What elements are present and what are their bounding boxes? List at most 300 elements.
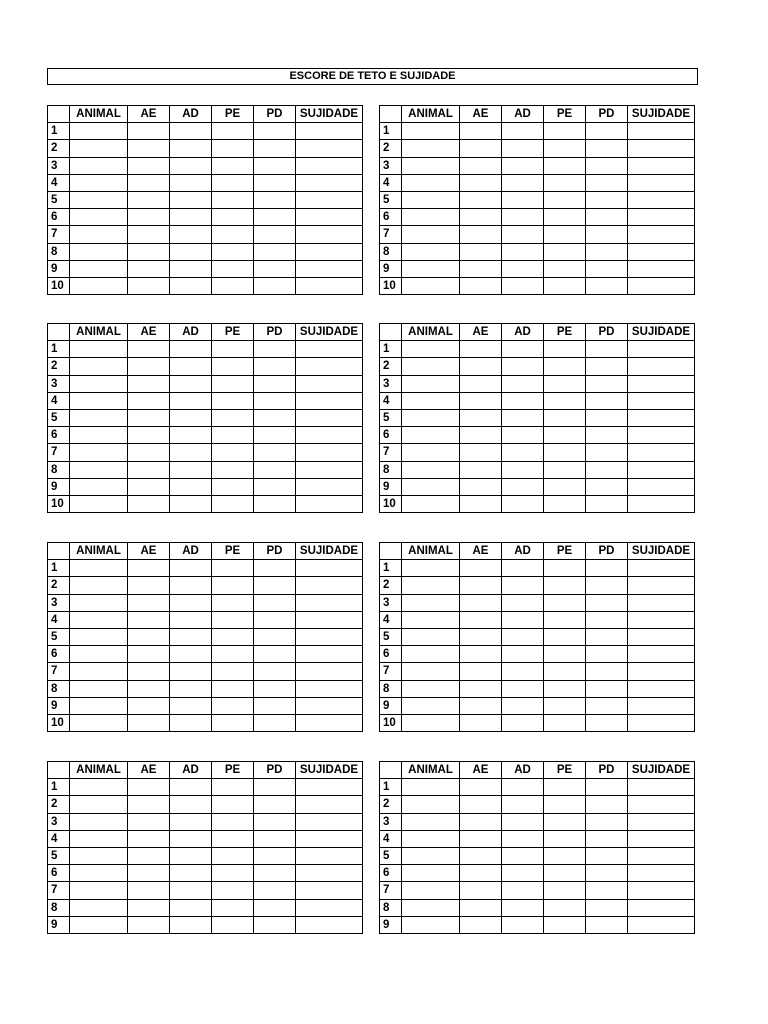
entry-cell[interactable] bbox=[254, 882, 296, 899]
entry-cell[interactable] bbox=[628, 697, 695, 714]
entry-cell[interactable] bbox=[296, 560, 363, 577]
entry-cell[interactable] bbox=[128, 226, 170, 243]
entry-cell[interactable] bbox=[128, 882, 170, 899]
entry-cell[interactable] bbox=[502, 779, 544, 796]
entry-cell[interactable] bbox=[402, 392, 460, 409]
entry-cell[interactable] bbox=[460, 663, 502, 680]
entry-cell[interactable] bbox=[170, 577, 212, 594]
entry-cell[interactable] bbox=[296, 847, 363, 864]
entry-cell[interactable] bbox=[628, 174, 695, 191]
entry-cell[interactable] bbox=[296, 663, 363, 680]
entry-cell[interactable] bbox=[628, 123, 695, 140]
entry-cell[interactable] bbox=[254, 796, 296, 813]
entry-cell[interactable] bbox=[402, 444, 460, 461]
entry-cell[interactable] bbox=[296, 594, 363, 611]
entry-cell[interactable] bbox=[502, 243, 544, 260]
entry-cell[interactable] bbox=[544, 830, 586, 847]
entry-cell[interactable] bbox=[254, 865, 296, 882]
entry-cell[interactable] bbox=[170, 916, 212, 933]
entry-cell[interactable] bbox=[544, 444, 586, 461]
entry-cell[interactable] bbox=[460, 226, 502, 243]
entry-cell[interactable] bbox=[586, 916, 628, 933]
entry-cell[interactable] bbox=[586, 174, 628, 191]
entry-cell[interactable] bbox=[170, 560, 212, 577]
entry-cell[interactable] bbox=[170, 882, 212, 899]
entry-cell[interactable] bbox=[128, 191, 170, 208]
entry-cell[interactable] bbox=[296, 714, 363, 731]
entry-cell[interactable] bbox=[128, 123, 170, 140]
entry-cell[interactable] bbox=[502, 680, 544, 697]
entry-cell[interactable] bbox=[254, 341, 296, 358]
entry-cell[interactable] bbox=[628, 796, 695, 813]
entry-cell[interactable] bbox=[544, 174, 586, 191]
entry-cell[interactable] bbox=[502, 611, 544, 628]
entry-cell[interactable] bbox=[402, 157, 460, 174]
entry-cell[interactable] bbox=[70, 427, 128, 444]
entry-cell[interactable] bbox=[70, 594, 128, 611]
entry-cell[interactable] bbox=[544, 157, 586, 174]
entry-cell[interactable] bbox=[296, 409, 363, 426]
entry-cell[interactable] bbox=[128, 577, 170, 594]
entry-cell[interactable] bbox=[296, 427, 363, 444]
entry-cell[interactable] bbox=[170, 663, 212, 680]
entry-cell[interactable] bbox=[212, 611, 254, 628]
entry-cell[interactable] bbox=[128, 444, 170, 461]
entry-cell[interactable] bbox=[460, 243, 502, 260]
entry-cell[interactable] bbox=[212, 226, 254, 243]
entry-cell[interactable] bbox=[170, 461, 212, 478]
entry-cell[interactable] bbox=[212, 779, 254, 796]
entry-cell[interactable] bbox=[628, 157, 695, 174]
entry-cell[interactable] bbox=[502, 847, 544, 864]
entry-cell[interactable] bbox=[586, 646, 628, 663]
entry-cell[interactable] bbox=[460, 697, 502, 714]
entry-cell[interactable] bbox=[70, 209, 128, 226]
entry-cell[interactable] bbox=[170, 209, 212, 226]
entry-cell[interactable] bbox=[628, 478, 695, 495]
entry-cell[interactable] bbox=[544, 277, 586, 294]
entry-cell[interactable] bbox=[254, 495, 296, 512]
entry-cell[interactable] bbox=[128, 461, 170, 478]
entry-cell[interactable] bbox=[502, 830, 544, 847]
entry-cell[interactable] bbox=[544, 409, 586, 426]
entry-cell[interactable] bbox=[544, 680, 586, 697]
entry-cell[interactable] bbox=[254, 916, 296, 933]
entry-cell[interactable] bbox=[460, 916, 502, 933]
entry-cell[interactable] bbox=[170, 341, 212, 358]
entry-cell[interactable] bbox=[460, 865, 502, 882]
entry-cell[interactable] bbox=[402, 243, 460, 260]
entry-cell[interactable] bbox=[170, 865, 212, 882]
entry-cell[interactable] bbox=[460, 628, 502, 645]
entry-cell[interactable] bbox=[402, 409, 460, 426]
entry-cell[interactable] bbox=[544, 628, 586, 645]
entry-cell[interactable] bbox=[544, 495, 586, 512]
entry-cell[interactable] bbox=[70, 392, 128, 409]
entry-cell[interactable] bbox=[296, 899, 363, 916]
entry-cell[interactable] bbox=[70, 358, 128, 375]
entry-cell[interactable] bbox=[502, 392, 544, 409]
entry-cell[interactable] bbox=[128, 478, 170, 495]
entry-cell[interactable] bbox=[628, 663, 695, 680]
entry-cell[interactable] bbox=[296, 628, 363, 645]
entry-cell[interactable] bbox=[170, 830, 212, 847]
entry-cell[interactable] bbox=[128, 830, 170, 847]
entry-cell[interactable] bbox=[402, 226, 460, 243]
entry-cell[interactable] bbox=[70, 174, 128, 191]
entry-cell[interactable] bbox=[586, 680, 628, 697]
entry-cell[interactable] bbox=[402, 865, 460, 882]
entry-cell[interactable] bbox=[70, 123, 128, 140]
entry-cell[interactable] bbox=[254, 243, 296, 260]
entry-cell[interactable] bbox=[586, 865, 628, 882]
entry-cell[interactable] bbox=[502, 341, 544, 358]
entry-cell[interactable] bbox=[128, 628, 170, 645]
entry-cell[interactable] bbox=[254, 260, 296, 277]
entry-cell[interactable] bbox=[402, 427, 460, 444]
entry-cell[interactable] bbox=[544, 140, 586, 157]
entry-cell[interactable] bbox=[460, 611, 502, 628]
entry-cell[interactable] bbox=[170, 680, 212, 697]
entry-cell[interactable] bbox=[212, 277, 254, 294]
entry-cell[interactable] bbox=[586, 375, 628, 392]
entry-cell[interactable] bbox=[128, 646, 170, 663]
entry-cell[interactable] bbox=[502, 209, 544, 226]
entry-cell[interactable] bbox=[128, 560, 170, 577]
entry-cell[interactable] bbox=[544, 594, 586, 611]
entry-cell[interactable] bbox=[628, 714, 695, 731]
entry-cell[interactable] bbox=[212, 865, 254, 882]
entry-cell[interactable] bbox=[402, 461, 460, 478]
entry-cell[interactable] bbox=[402, 594, 460, 611]
entry-cell[interactable] bbox=[170, 899, 212, 916]
entry-cell[interactable] bbox=[170, 140, 212, 157]
entry-cell[interactable] bbox=[460, 174, 502, 191]
entry-cell[interactable] bbox=[254, 646, 296, 663]
entry-cell[interactable] bbox=[402, 646, 460, 663]
entry-cell[interactable] bbox=[460, 847, 502, 864]
entry-cell[interactable] bbox=[212, 899, 254, 916]
entry-cell[interactable] bbox=[544, 697, 586, 714]
entry-cell[interactable] bbox=[502, 697, 544, 714]
entry-cell[interactable] bbox=[212, 560, 254, 577]
entry-cell[interactable] bbox=[70, 577, 128, 594]
entry-cell[interactable] bbox=[628, 916, 695, 933]
entry-cell[interactable] bbox=[254, 461, 296, 478]
entry-cell[interactable] bbox=[460, 461, 502, 478]
entry-cell[interactable] bbox=[586, 478, 628, 495]
entry-cell[interactable] bbox=[254, 697, 296, 714]
entry-cell[interactable] bbox=[212, 916, 254, 933]
entry-cell[interactable] bbox=[128, 813, 170, 830]
entry-cell[interactable] bbox=[70, 882, 128, 899]
entry-cell[interactable] bbox=[460, 277, 502, 294]
entry-cell[interactable] bbox=[170, 478, 212, 495]
entry-cell[interactable] bbox=[586, 243, 628, 260]
entry-cell[interactable] bbox=[296, 444, 363, 461]
entry-cell[interactable] bbox=[70, 916, 128, 933]
entry-cell[interactable] bbox=[296, 830, 363, 847]
entry-cell[interactable] bbox=[296, 123, 363, 140]
entry-cell[interactable] bbox=[296, 646, 363, 663]
entry-cell[interactable] bbox=[212, 209, 254, 226]
entry-cell[interactable] bbox=[212, 123, 254, 140]
entry-cell[interactable] bbox=[586, 628, 628, 645]
entry-cell[interactable] bbox=[460, 341, 502, 358]
entry-cell[interactable] bbox=[170, 174, 212, 191]
entry-cell[interactable] bbox=[586, 226, 628, 243]
entry-cell[interactable] bbox=[544, 209, 586, 226]
entry-cell[interactable] bbox=[254, 140, 296, 157]
entry-cell[interactable] bbox=[586, 461, 628, 478]
entry-cell[interactable] bbox=[502, 594, 544, 611]
entry-cell[interactable] bbox=[544, 796, 586, 813]
entry-cell[interactable] bbox=[460, 577, 502, 594]
entry-cell[interactable] bbox=[170, 714, 212, 731]
entry-cell[interactable] bbox=[70, 260, 128, 277]
entry-cell[interactable] bbox=[460, 409, 502, 426]
entry-cell[interactable] bbox=[586, 157, 628, 174]
entry-cell[interactable] bbox=[254, 277, 296, 294]
entry-cell[interactable] bbox=[586, 663, 628, 680]
entry-cell[interactable] bbox=[586, 847, 628, 864]
entry-cell[interactable] bbox=[402, 916, 460, 933]
entry-cell[interactable] bbox=[586, 495, 628, 512]
entry-cell[interactable] bbox=[70, 899, 128, 916]
entry-cell[interactable] bbox=[212, 577, 254, 594]
entry-cell[interactable] bbox=[544, 260, 586, 277]
entry-cell[interactable] bbox=[128, 409, 170, 426]
entry-cell[interactable] bbox=[628, 260, 695, 277]
entry-cell[interactable] bbox=[254, 663, 296, 680]
entry-cell[interactable] bbox=[460, 478, 502, 495]
entry-cell[interactable] bbox=[70, 865, 128, 882]
entry-cell[interactable] bbox=[628, 191, 695, 208]
entry-cell[interactable] bbox=[212, 594, 254, 611]
entry-cell[interactable] bbox=[128, 779, 170, 796]
entry-cell[interactable] bbox=[70, 697, 128, 714]
entry-cell[interactable] bbox=[70, 277, 128, 294]
entry-cell[interactable] bbox=[212, 375, 254, 392]
entry-cell[interactable] bbox=[502, 813, 544, 830]
entry-cell[interactable] bbox=[70, 847, 128, 864]
entry-cell[interactable] bbox=[402, 478, 460, 495]
entry-cell[interactable] bbox=[628, 358, 695, 375]
entry-cell[interactable] bbox=[254, 427, 296, 444]
entry-cell[interactable] bbox=[254, 478, 296, 495]
entry-cell[interactable] bbox=[254, 714, 296, 731]
entry-cell[interactable] bbox=[460, 796, 502, 813]
entry-cell[interactable] bbox=[212, 191, 254, 208]
entry-cell[interactable] bbox=[402, 375, 460, 392]
entry-cell[interactable] bbox=[70, 191, 128, 208]
entry-cell[interactable] bbox=[212, 243, 254, 260]
entry-cell[interactable] bbox=[502, 277, 544, 294]
entry-cell[interactable] bbox=[170, 260, 212, 277]
entry-cell[interactable] bbox=[296, 277, 363, 294]
entry-cell[interactable] bbox=[70, 444, 128, 461]
entry-cell[interactable] bbox=[402, 899, 460, 916]
entry-cell[interactable] bbox=[460, 427, 502, 444]
entry-cell[interactable] bbox=[296, 796, 363, 813]
entry-cell[interactable] bbox=[170, 409, 212, 426]
entry-cell[interactable] bbox=[402, 628, 460, 645]
entry-cell[interactable] bbox=[586, 577, 628, 594]
entry-cell[interactable] bbox=[586, 358, 628, 375]
entry-cell[interactable] bbox=[502, 427, 544, 444]
entry-cell[interactable] bbox=[296, 392, 363, 409]
entry-cell[interactable] bbox=[586, 899, 628, 916]
entry-cell[interactable] bbox=[70, 813, 128, 830]
entry-cell[interactable] bbox=[628, 865, 695, 882]
entry-cell[interactable] bbox=[460, 358, 502, 375]
entry-cell[interactable] bbox=[254, 226, 296, 243]
entry-cell[interactable] bbox=[402, 663, 460, 680]
entry-cell[interactable] bbox=[402, 680, 460, 697]
entry-cell[interactable] bbox=[70, 714, 128, 731]
entry-cell[interactable] bbox=[70, 680, 128, 697]
entry-cell[interactable] bbox=[170, 392, 212, 409]
entry-cell[interactable] bbox=[170, 427, 212, 444]
entry-cell[interactable] bbox=[460, 830, 502, 847]
entry-cell[interactable] bbox=[628, 341, 695, 358]
entry-cell[interactable] bbox=[586, 409, 628, 426]
entry-cell[interactable] bbox=[402, 560, 460, 577]
entry-cell[interactable] bbox=[212, 495, 254, 512]
entry-cell[interactable] bbox=[586, 191, 628, 208]
entry-cell[interactable] bbox=[586, 594, 628, 611]
entry-cell[interactable] bbox=[170, 646, 212, 663]
entry-cell[interactable] bbox=[502, 577, 544, 594]
entry-cell[interactable] bbox=[586, 277, 628, 294]
entry-cell[interactable] bbox=[586, 611, 628, 628]
entry-cell[interactable] bbox=[170, 813, 212, 830]
entry-cell[interactable] bbox=[586, 830, 628, 847]
entry-cell[interactable] bbox=[254, 209, 296, 226]
entry-cell[interactable] bbox=[460, 813, 502, 830]
entry-cell[interactable] bbox=[544, 243, 586, 260]
entry-cell[interactable] bbox=[402, 358, 460, 375]
entry-cell[interactable] bbox=[296, 140, 363, 157]
entry-cell[interactable] bbox=[254, 611, 296, 628]
entry-cell[interactable] bbox=[170, 277, 212, 294]
entry-cell[interactable] bbox=[586, 427, 628, 444]
entry-cell[interactable] bbox=[212, 140, 254, 157]
entry-cell[interactable] bbox=[128, 796, 170, 813]
entry-cell[interactable] bbox=[170, 375, 212, 392]
entry-cell[interactable] bbox=[296, 375, 363, 392]
entry-cell[interactable] bbox=[296, 157, 363, 174]
entry-cell[interactable] bbox=[212, 478, 254, 495]
entry-cell[interactable] bbox=[628, 140, 695, 157]
entry-cell[interactable] bbox=[628, 628, 695, 645]
entry-cell[interactable] bbox=[128, 140, 170, 157]
entry-cell[interactable] bbox=[502, 882, 544, 899]
entry-cell[interactable] bbox=[402, 714, 460, 731]
entry-cell[interactable] bbox=[460, 260, 502, 277]
entry-cell[interactable] bbox=[586, 140, 628, 157]
entry-cell[interactable] bbox=[296, 358, 363, 375]
entry-cell[interactable] bbox=[170, 123, 212, 140]
entry-cell[interactable] bbox=[460, 191, 502, 208]
entry-cell[interactable] bbox=[586, 560, 628, 577]
entry-cell[interactable] bbox=[128, 375, 170, 392]
entry-cell[interactable] bbox=[402, 697, 460, 714]
entry-cell[interactable] bbox=[128, 358, 170, 375]
entry-cell[interactable] bbox=[212, 174, 254, 191]
entry-cell[interactable] bbox=[544, 191, 586, 208]
entry-cell[interactable] bbox=[628, 779, 695, 796]
entry-cell[interactable] bbox=[128, 663, 170, 680]
entry-cell[interactable] bbox=[586, 882, 628, 899]
entry-cell[interactable] bbox=[254, 375, 296, 392]
entry-cell[interactable] bbox=[460, 899, 502, 916]
entry-cell[interactable] bbox=[628, 560, 695, 577]
entry-cell[interactable] bbox=[628, 646, 695, 663]
entry-cell[interactable] bbox=[296, 577, 363, 594]
entry-cell[interactable] bbox=[212, 796, 254, 813]
entry-cell[interactable] bbox=[212, 830, 254, 847]
entry-cell[interactable] bbox=[212, 663, 254, 680]
entry-cell[interactable] bbox=[628, 830, 695, 847]
entry-cell[interactable] bbox=[70, 341, 128, 358]
entry-cell[interactable] bbox=[460, 882, 502, 899]
entry-cell[interactable] bbox=[502, 560, 544, 577]
entry-cell[interactable] bbox=[544, 865, 586, 882]
entry-cell[interactable] bbox=[544, 358, 586, 375]
entry-cell[interactable] bbox=[502, 916, 544, 933]
entry-cell[interactable] bbox=[586, 796, 628, 813]
entry-cell[interactable] bbox=[170, 779, 212, 796]
entry-cell[interactable] bbox=[502, 174, 544, 191]
entry-cell[interactable] bbox=[212, 680, 254, 697]
entry-cell[interactable] bbox=[502, 358, 544, 375]
entry-cell[interactable] bbox=[586, 341, 628, 358]
entry-cell[interactable] bbox=[460, 209, 502, 226]
entry-cell[interactable] bbox=[628, 243, 695, 260]
entry-cell[interactable] bbox=[254, 577, 296, 594]
entry-cell[interactable] bbox=[212, 341, 254, 358]
entry-cell[interactable] bbox=[212, 157, 254, 174]
entry-cell[interactable] bbox=[544, 226, 586, 243]
entry-cell[interactable] bbox=[70, 495, 128, 512]
entry-cell[interactable] bbox=[170, 594, 212, 611]
entry-cell[interactable] bbox=[502, 157, 544, 174]
entry-cell[interactable] bbox=[254, 358, 296, 375]
entry-cell[interactable] bbox=[460, 392, 502, 409]
entry-cell[interactable] bbox=[296, 611, 363, 628]
entry-cell[interactable] bbox=[128, 916, 170, 933]
entry-cell[interactable] bbox=[628, 427, 695, 444]
entry-cell[interactable] bbox=[70, 779, 128, 796]
entry-cell[interactable] bbox=[460, 495, 502, 512]
entry-cell[interactable] bbox=[296, 191, 363, 208]
entry-cell[interactable] bbox=[170, 444, 212, 461]
entry-cell[interactable] bbox=[502, 495, 544, 512]
entry-cell[interactable] bbox=[628, 226, 695, 243]
entry-cell[interactable] bbox=[544, 663, 586, 680]
entry-cell[interactable] bbox=[460, 779, 502, 796]
entry-cell[interactable] bbox=[212, 358, 254, 375]
entry-cell[interactable] bbox=[628, 847, 695, 864]
entry-cell[interactable] bbox=[212, 847, 254, 864]
entry-cell[interactable] bbox=[544, 123, 586, 140]
entry-cell[interactable] bbox=[212, 882, 254, 899]
entry-cell[interactable] bbox=[544, 779, 586, 796]
entry-cell[interactable] bbox=[296, 495, 363, 512]
entry-cell[interactable] bbox=[460, 646, 502, 663]
entry-cell[interactable] bbox=[402, 260, 460, 277]
